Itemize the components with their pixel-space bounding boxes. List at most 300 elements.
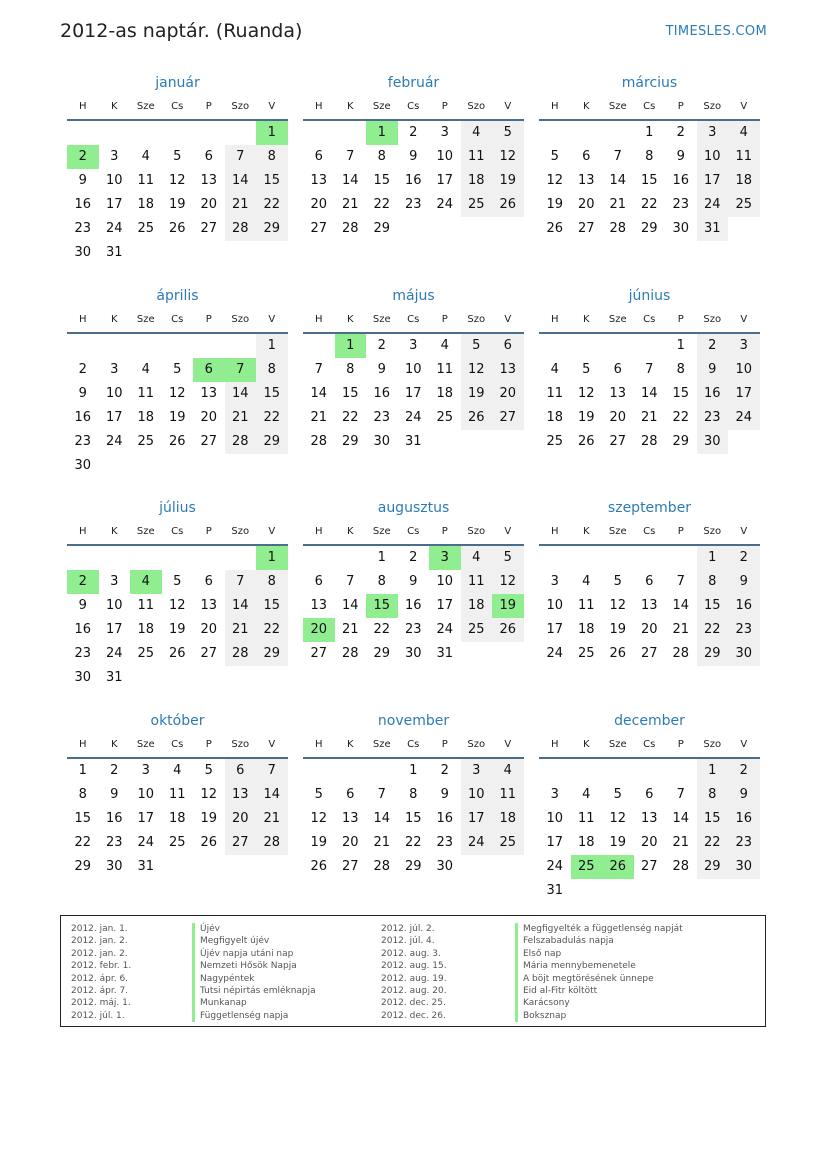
legend-dates-left <box>71 923 131 1022</box>
weekday-label: K <box>346 739 354 750</box>
day-cell: 21 <box>672 835 690 850</box>
day-cell: 15 <box>404 811 422 826</box>
day-cell: 17 <box>546 835 564 850</box>
day-cell: 25 <box>461 193 493 217</box>
day-cell: 6 <box>225 759 257 783</box>
legend-holiday-name: Megfigyelt újév <box>192 935 316 947</box>
day-cell: 2 <box>728 546 760 570</box>
month-block <box>539 71 760 241</box>
day-cell: 3 <box>728 334 760 358</box>
month-name: június <box>628 288 671 304</box>
weekday-label: Szo <box>467 101 486 112</box>
day-cell: 11 <box>546 386 564 401</box>
weekday-label: Szo <box>467 314 486 325</box>
day-cell: 1 <box>377 550 386 565</box>
day-cell: 23 <box>74 646 92 661</box>
day-cell: 25 <box>137 221 155 236</box>
day-cell: 6 <box>613 362 622 377</box>
month-name: január <box>155 75 200 91</box>
weekday-header <box>303 733 524 759</box>
day-cell: 18 <box>546 410 564 425</box>
day-cell: 14 <box>672 811 690 826</box>
day-cell: 18 <box>577 622 595 637</box>
day-cell: 22 <box>697 618 729 642</box>
weekday-label: Sze <box>136 101 155 112</box>
day-cell: 22 <box>404 835 422 850</box>
day-cell: 9 <box>676 149 685 164</box>
empty-cell <box>303 121 335 145</box>
day-cell: 6 <box>346 787 355 802</box>
weekday-label: H <box>314 739 323 750</box>
weekday-label: H <box>78 101 87 112</box>
day-cell: 6 <box>645 574 654 589</box>
empty-cell <box>193 334 225 358</box>
day-cell: 29 <box>256 430 288 454</box>
empty-cell <box>225 121 257 145</box>
day-cell: 12 <box>168 173 186 188</box>
weekday-label: V <box>268 739 276 750</box>
weekday-label: K <box>110 526 118 537</box>
day-cell: 27 <box>310 646 328 661</box>
weekday-label: Szo <box>231 101 250 112</box>
day-cell: 21 <box>256 807 288 831</box>
day-grid <box>539 334 760 454</box>
empty-cell <box>303 546 335 570</box>
day-cell: 14 <box>341 598 359 613</box>
day-cell: 12 <box>492 145 524 169</box>
day-cell: 21 <box>225 193 257 217</box>
weekday-label: H <box>314 101 323 112</box>
day-cell: 13 <box>200 598 218 613</box>
weekday-label: H <box>314 526 323 537</box>
weekday-label: V <box>268 101 276 112</box>
day-cell: 9 <box>78 386 87 401</box>
day-cell: 26 <box>461 406 493 430</box>
day-cell: 4 <box>141 362 150 377</box>
day-cell: 29 <box>697 642 729 666</box>
legend-holiday-name: Tutsi népirtás emléknapja <box>192 985 316 997</box>
day-cell: 23 <box>404 197 422 212</box>
month-name: július <box>159 500 196 516</box>
day-cell: 12 <box>577 386 595 401</box>
day-cell: 19 <box>546 197 564 212</box>
weekday-label: H <box>78 314 87 325</box>
day-cell: 12 <box>492 570 524 594</box>
day-cell: 22 <box>256 193 288 217</box>
day-cell: 24 <box>546 646 564 661</box>
day-cell: 16 <box>74 197 92 212</box>
empty-cell <box>162 121 194 145</box>
day-cell: 8 <box>78 787 87 802</box>
day-cell: 5 <box>461 334 493 358</box>
day-cell: 1 <box>78 763 87 778</box>
day-cell: 15 <box>256 594 288 618</box>
day-cell: 27 <box>341 859 359 874</box>
day-cell: 1 <box>697 759 729 783</box>
empty-cell <box>99 546 131 570</box>
day-cell: 19 <box>609 835 627 850</box>
day-cell: 2 <box>676 125 685 140</box>
day-cell: 18 <box>728 169 760 193</box>
empty-cell <box>571 334 603 358</box>
month-block <box>539 284 760 454</box>
day-cell: 20 <box>492 382 524 406</box>
day-cell: 25 <box>168 835 186 850</box>
day-grid <box>539 759 760 903</box>
weekday-label: K <box>110 314 118 325</box>
day-cell: 13 <box>609 386 627 401</box>
day-cell: 6 <box>204 574 213 589</box>
day-cell: 26 <box>492 618 524 642</box>
month-block <box>67 496 288 690</box>
weekday-label: H <box>550 526 559 537</box>
day-cell: 8 <box>409 787 418 802</box>
day-cell: 17 <box>105 410 123 425</box>
legend-holiday-name: Újév <box>192 923 316 935</box>
day-cell: 20 <box>200 197 218 212</box>
day-cell: 8 <box>346 362 355 377</box>
day-cell: 3 <box>697 121 729 145</box>
day-cell: 19 <box>461 382 493 406</box>
day-cell: 10 <box>436 574 454 589</box>
day-cell: 27 <box>640 646 658 661</box>
empty-cell <box>99 121 131 145</box>
day-cell: 17 <box>105 622 123 637</box>
day-cell: 22 <box>74 835 92 850</box>
empty-cell <box>67 121 99 145</box>
day-cell: 30 <box>74 245 92 260</box>
day-cell: 20 <box>640 835 658 850</box>
day-cell: 16 <box>728 594 760 618</box>
day-cell: 4 <box>550 362 559 377</box>
day-cell: 8 <box>645 149 654 164</box>
legend-names-right <box>515 923 683 1022</box>
empty-cell <box>602 121 634 145</box>
day-cell: 30 <box>728 642 760 666</box>
day-cell: 7 <box>613 149 622 164</box>
weekday-label: Szo <box>703 314 722 325</box>
legend-date: 2012. ápr. 7. <box>71 985 129 996</box>
day-cell: 21 <box>225 406 257 430</box>
weekday-label: Szo <box>467 739 486 750</box>
day-cell: 6 <box>314 149 323 164</box>
weekday-label: K <box>582 101 590 112</box>
day-cell: 12 <box>168 598 186 613</box>
legend-date: 2012. jan. 2. <box>71 948 128 959</box>
day-cell: 16 <box>74 622 92 637</box>
day-cell: 9 <box>440 787 449 802</box>
day-cell: 10 <box>105 598 123 613</box>
day-cell: 9 <box>409 149 418 164</box>
day-cell: 27 <box>640 859 658 874</box>
day-cell: 5 <box>314 787 323 802</box>
day-cell: 12 <box>461 358 493 382</box>
day-cell: 29 <box>672 434 690 449</box>
legend-holiday-name: Felszabadulás napja <box>515 935 683 947</box>
day-cell: 28 <box>672 646 690 661</box>
weekday-label: P <box>677 101 684 112</box>
holiday-day-cell: 20 <box>303 618 335 642</box>
day-cell: 4 <box>492 759 524 783</box>
day-cell: 25 <box>546 434 564 449</box>
day-cell: 15 <box>697 807 729 831</box>
day-cell: 12 <box>168 386 186 401</box>
legend-holiday-name: Nemzeti Hősök Napja <box>192 960 316 972</box>
month-block <box>67 71 288 265</box>
legend-holiday-name: Nagypéntek <box>192 973 316 985</box>
day-cell: 8 <box>676 362 685 377</box>
empty-cell <box>539 334 571 358</box>
weekday-label: Sze <box>372 101 391 112</box>
day-cell: 5 <box>582 362 591 377</box>
empty-cell <box>539 121 571 145</box>
day-cell: 24 <box>137 835 155 850</box>
legend-names-left <box>192 923 316 1022</box>
day-cell: 4 <box>728 121 760 145</box>
weekday-label: H <box>78 739 87 750</box>
day-cell: 7 <box>256 759 288 783</box>
day-cell: 13 <box>200 386 218 401</box>
empty-cell <box>539 546 571 570</box>
day-cell: 9 <box>409 574 418 589</box>
day-cell: 20 <box>640 622 658 637</box>
page-title: 2012-as naptár. (Ruanda) <box>60 20 303 42</box>
day-cell: 9 <box>697 358 729 382</box>
day-cell: 26 <box>310 859 328 874</box>
day-cell: 17 <box>137 811 155 826</box>
weekday-label: Sze <box>608 739 627 750</box>
month-name: május <box>392 288 435 304</box>
weekday-label: V <box>740 526 748 537</box>
day-cell: 23 <box>697 406 729 430</box>
day-cell: 30 <box>436 859 454 874</box>
day-cell: 9 <box>377 362 386 377</box>
day-grid <box>303 759 524 879</box>
holiday-day-cell: 26 <box>602 855 634 879</box>
day-cell: 28 <box>373 859 391 874</box>
day-cell: 25 <box>492 831 524 855</box>
day-cell: 24 <box>546 859 564 874</box>
day-grid <box>67 759 288 879</box>
day-cell: 9 <box>728 783 760 807</box>
day-cell: 25 <box>436 410 454 425</box>
weekday-label: V <box>504 739 512 750</box>
day-cell: 15 <box>341 386 359 401</box>
day-cell: 8 <box>697 570 729 594</box>
weekday-label: Sze <box>136 314 155 325</box>
weekday-label: Cs <box>407 739 420 750</box>
day-cell: 21 <box>225 618 257 642</box>
day-cell: 16 <box>728 807 760 831</box>
day-cell: 25 <box>728 193 760 217</box>
day-cell: 14 <box>672 598 690 613</box>
day-cell: 24 <box>105 434 123 449</box>
legend-date: 2012. máj. 1. <box>71 998 131 1009</box>
day-cell: 26 <box>609 646 627 661</box>
day-cell: 16 <box>373 386 391 401</box>
day-cell: 16 <box>697 382 729 406</box>
empty-cell <box>335 546 367 570</box>
day-cell: 7 <box>346 574 355 589</box>
legend-holiday-name: Munkanap <box>192 997 316 1009</box>
day-cell: 4 <box>461 121 493 145</box>
day-cell: 14 <box>310 386 328 401</box>
day-cell: 14 <box>373 811 391 826</box>
empty-cell <box>225 546 257 570</box>
day-cell: 21 <box>341 197 359 212</box>
day-cell: 28 <box>225 642 257 666</box>
weekday-label: Szo <box>467 526 486 537</box>
legend-holiday-name: Eid al-Fitr költött <box>515 985 683 997</box>
day-cell: 1 <box>256 334 288 358</box>
day-grid <box>303 334 524 454</box>
empty-cell <box>130 334 162 358</box>
weekday-label: H <box>550 314 559 325</box>
day-cell: 19 <box>492 169 524 193</box>
weekday-label: K <box>582 526 590 537</box>
day-cell: 5 <box>173 149 182 164</box>
day-cell: 5 <box>492 121 524 145</box>
holiday-day-cell: 1 <box>366 121 398 145</box>
weekday-label: K <box>346 314 354 325</box>
day-cell: 16 <box>404 173 422 188</box>
day-cell: 30 <box>105 859 123 874</box>
brand-link[interactable]: TIMESLES.COM <box>665 24 767 39</box>
day-cell: 21 <box>373 835 391 850</box>
day-cell: 13 <box>225 783 257 807</box>
day-cell: 14 <box>640 386 658 401</box>
day-cell: 17 <box>546 622 564 637</box>
day-cell: 23 <box>404 622 422 637</box>
day-cell: 11 <box>492 783 524 807</box>
weekday-label: Cs <box>643 526 656 537</box>
weekday-label: P <box>205 526 212 537</box>
empty-cell <box>634 759 666 783</box>
empty-cell <box>335 121 367 145</box>
weekday-label: Cs <box>407 101 420 112</box>
legend-date: 2012. júl. 4. <box>381 936 435 947</box>
legend-holiday-name: Megfigyelték a függetlenség napját <box>515 923 683 935</box>
weekday-label: V <box>740 314 748 325</box>
day-cell: 29 <box>404 859 422 874</box>
day-cell: 27 <box>310 221 328 236</box>
day-cell: 27 <box>200 434 218 449</box>
day-cell: 19 <box>168 410 186 425</box>
day-cell: 10 <box>546 811 564 826</box>
weekday-label: Szo <box>703 101 722 112</box>
day-cell: 5 <box>613 787 622 802</box>
legend-holiday-name: Mária mennybemenetele <box>515 960 683 972</box>
day-cell: 13 <box>310 598 328 613</box>
day-cell: 23 <box>74 221 92 236</box>
day-cell: 27 <box>200 221 218 236</box>
day-cell: 25 <box>137 434 155 449</box>
day-cell: 14 <box>225 169 257 193</box>
weekday-label: V <box>740 101 748 112</box>
day-cell: 17 <box>436 598 454 613</box>
weekday-label: V <box>504 526 512 537</box>
day-cell: 7 <box>676 574 685 589</box>
day-cell: 11 <box>137 173 155 188</box>
weekday-header <box>67 733 288 759</box>
holiday-day-cell: 6 <box>193 358 225 382</box>
day-cell: 27 <box>577 221 595 236</box>
day-cell: 11 <box>137 598 155 613</box>
weekday-label: Sze <box>608 101 627 112</box>
day-cell: 6 <box>204 149 213 164</box>
day-cell: 14 <box>256 783 288 807</box>
day-grid <box>303 546 524 666</box>
weekday-header <box>539 520 760 546</box>
day-cell: 18 <box>492 807 524 831</box>
legend-holiday-name: Újév napja utáni nap <box>192 948 316 960</box>
legend-date: 2012. júl. 2. <box>381 924 435 934</box>
day-cell: 29 <box>256 217 288 241</box>
day-cell: 24 <box>436 622 454 637</box>
legend-holiday-name: Függetlenség napja <box>192 1010 316 1022</box>
weekday-label: P <box>441 739 448 750</box>
day-cell: 19 <box>577 410 595 425</box>
day-cell: 14 <box>225 594 257 618</box>
month-block <box>67 709 288 879</box>
day-cell: 24 <box>105 221 123 236</box>
day-cell: 4 <box>440 338 449 353</box>
weekday-label: P <box>441 526 448 537</box>
weekday-label: V <box>504 314 512 325</box>
day-cell: 31 <box>105 670 123 685</box>
weekday-label: P <box>205 101 212 112</box>
day-cell: 30 <box>74 670 92 685</box>
month-name: augusztus <box>377 500 450 516</box>
day-grid <box>303 121 524 241</box>
day-cell: 13 <box>492 358 524 382</box>
day-cell: 27 <box>609 434 627 449</box>
day-cell: 11 <box>728 145 760 169</box>
empty-cell <box>571 759 603 783</box>
weekday-label: H <box>314 314 323 325</box>
holiday-day-cell: 25 <box>571 855 603 879</box>
day-cell: 10 <box>137 787 155 802</box>
day-cell: 2 <box>409 125 418 140</box>
day-cell: 2 <box>728 759 760 783</box>
weekday-label: V <box>740 739 748 750</box>
day-cell: 22 <box>373 197 391 212</box>
empty-cell <box>130 546 162 570</box>
day-cell: 16 <box>672 173 690 188</box>
legend-date: 2012. febr. 1. <box>71 961 132 972</box>
weekday-label: Cs <box>171 314 184 325</box>
day-cell: 8 <box>697 783 729 807</box>
day-cell: 6 <box>645 787 654 802</box>
weekday-label: Szo <box>231 739 250 750</box>
holiday-day-cell: 19 <box>492 594 524 618</box>
day-cell: 5 <box>613 574 622 589</box>
day-cell: 22 <box>672 410 690 425</box>
day-cell: 27 <box>225 831 257 855</box>
weekday-label: Szo <box>231 526 250 537</box>
day-cell: 6 <box>314 574 323 589</box>
weekday-label: V <box>268 314 276 325</box>
weekday-label: K <box>110 101 118 112</box>
day-cell: 26 <box>168 221 186 236</box>
weekday-header <box>67 95 288 121</box>
empty-cell <box>67 334 99 358</box>
day-cell: 19 <box>310 835 328 850</box>
day-cell: 22 <box>373 622 391 637</box>
day-cell: 26 <box>577 434 595 449</box>
day-cell: 11 <box>137 386 155 401</box>
month-block <box>303 709 524 879</box>
